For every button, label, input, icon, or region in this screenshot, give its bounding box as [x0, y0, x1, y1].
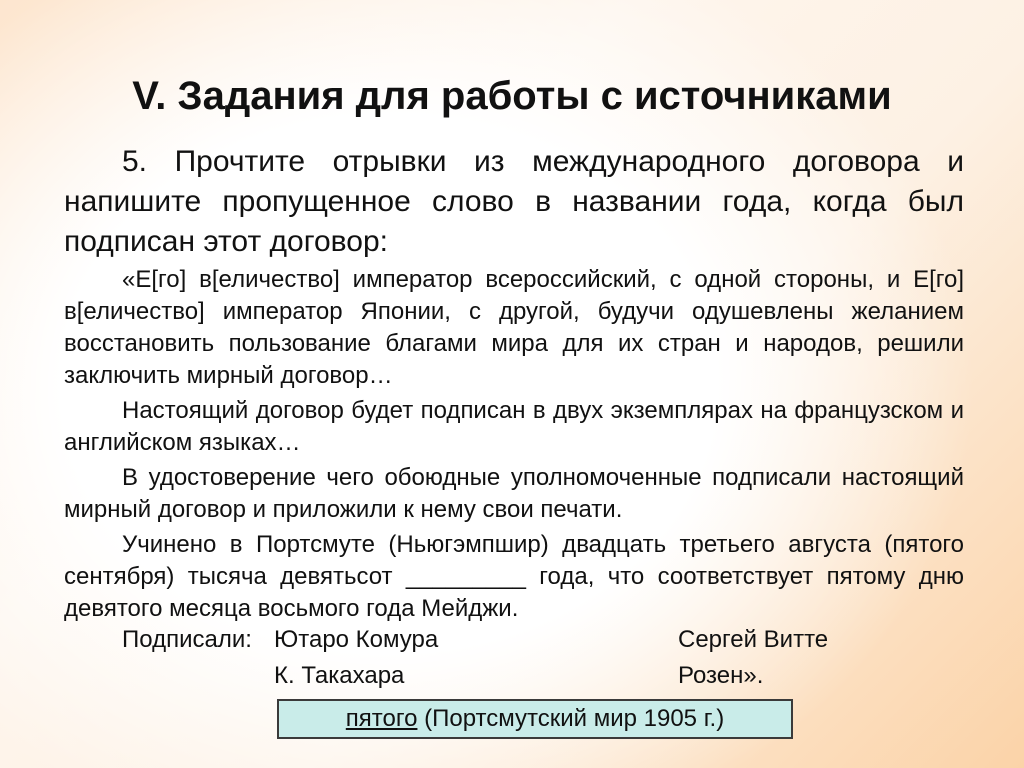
treaty-quote [64, 264, 964, 628]
signer-russia: Розен». [678, 662, 764, 689]
slide-title: V. Задания для работы с источниками [132, 74, 892, 118]
signers-row [64, 660, 964, 696]
answer-explanation: (Портсмутский мир 1905 г.) [424, 705, 725, 732]
signers-label: Подписали: [122, 626, 252, 653]
task-text: 5. Прочтите отрывки из международного договора и напишите пропущенное слово в названии года, когда был подписан этот договор: [64, 145, 964, 258]
signer-japan: Ютаро Комура [274, 626, 439, 653]
quote-paragraph: Учинено в Портсмуте (Ньюгэмпшир) двадцать третьего августа (пятого сентября) тысяча девятьсот _________ года, что соответствует пятому дню девятого месяца восьмого года Мейджи. [64, 531, 964, 622]
signer-russia: Сергей Витте [678, 626, 829, 653]
quote-paragraph: Настоящий договор будет подписан в двух экземплярах на французском и английском языках… [64, 397, 964, 456]
signer-japan: К. Такахара [274, 662, 405, 689]
quote-paragraph: «Е[го] в[еличество] император всероссийский, с одной стороны, и Е[го] в[еличество] император Японии, с другой, будучи одушевлены желанием восстановить пользование благами мира для их стран и народов, решили заключить мирный договор… [64, 266, 964, 389]
quote-paragraph: В удостоверение чего обоюдные уполномоченные подписали настоящий мирный договор и приложили к нему свои печати. [64, 464, 964, 523]
answer-word: пятого [345, 705, 418, 732]
signers-row [64, 624, 964, 660]
answer-box [277, 699, 793, 739]
signers-block [64, 624, 964, 696]
